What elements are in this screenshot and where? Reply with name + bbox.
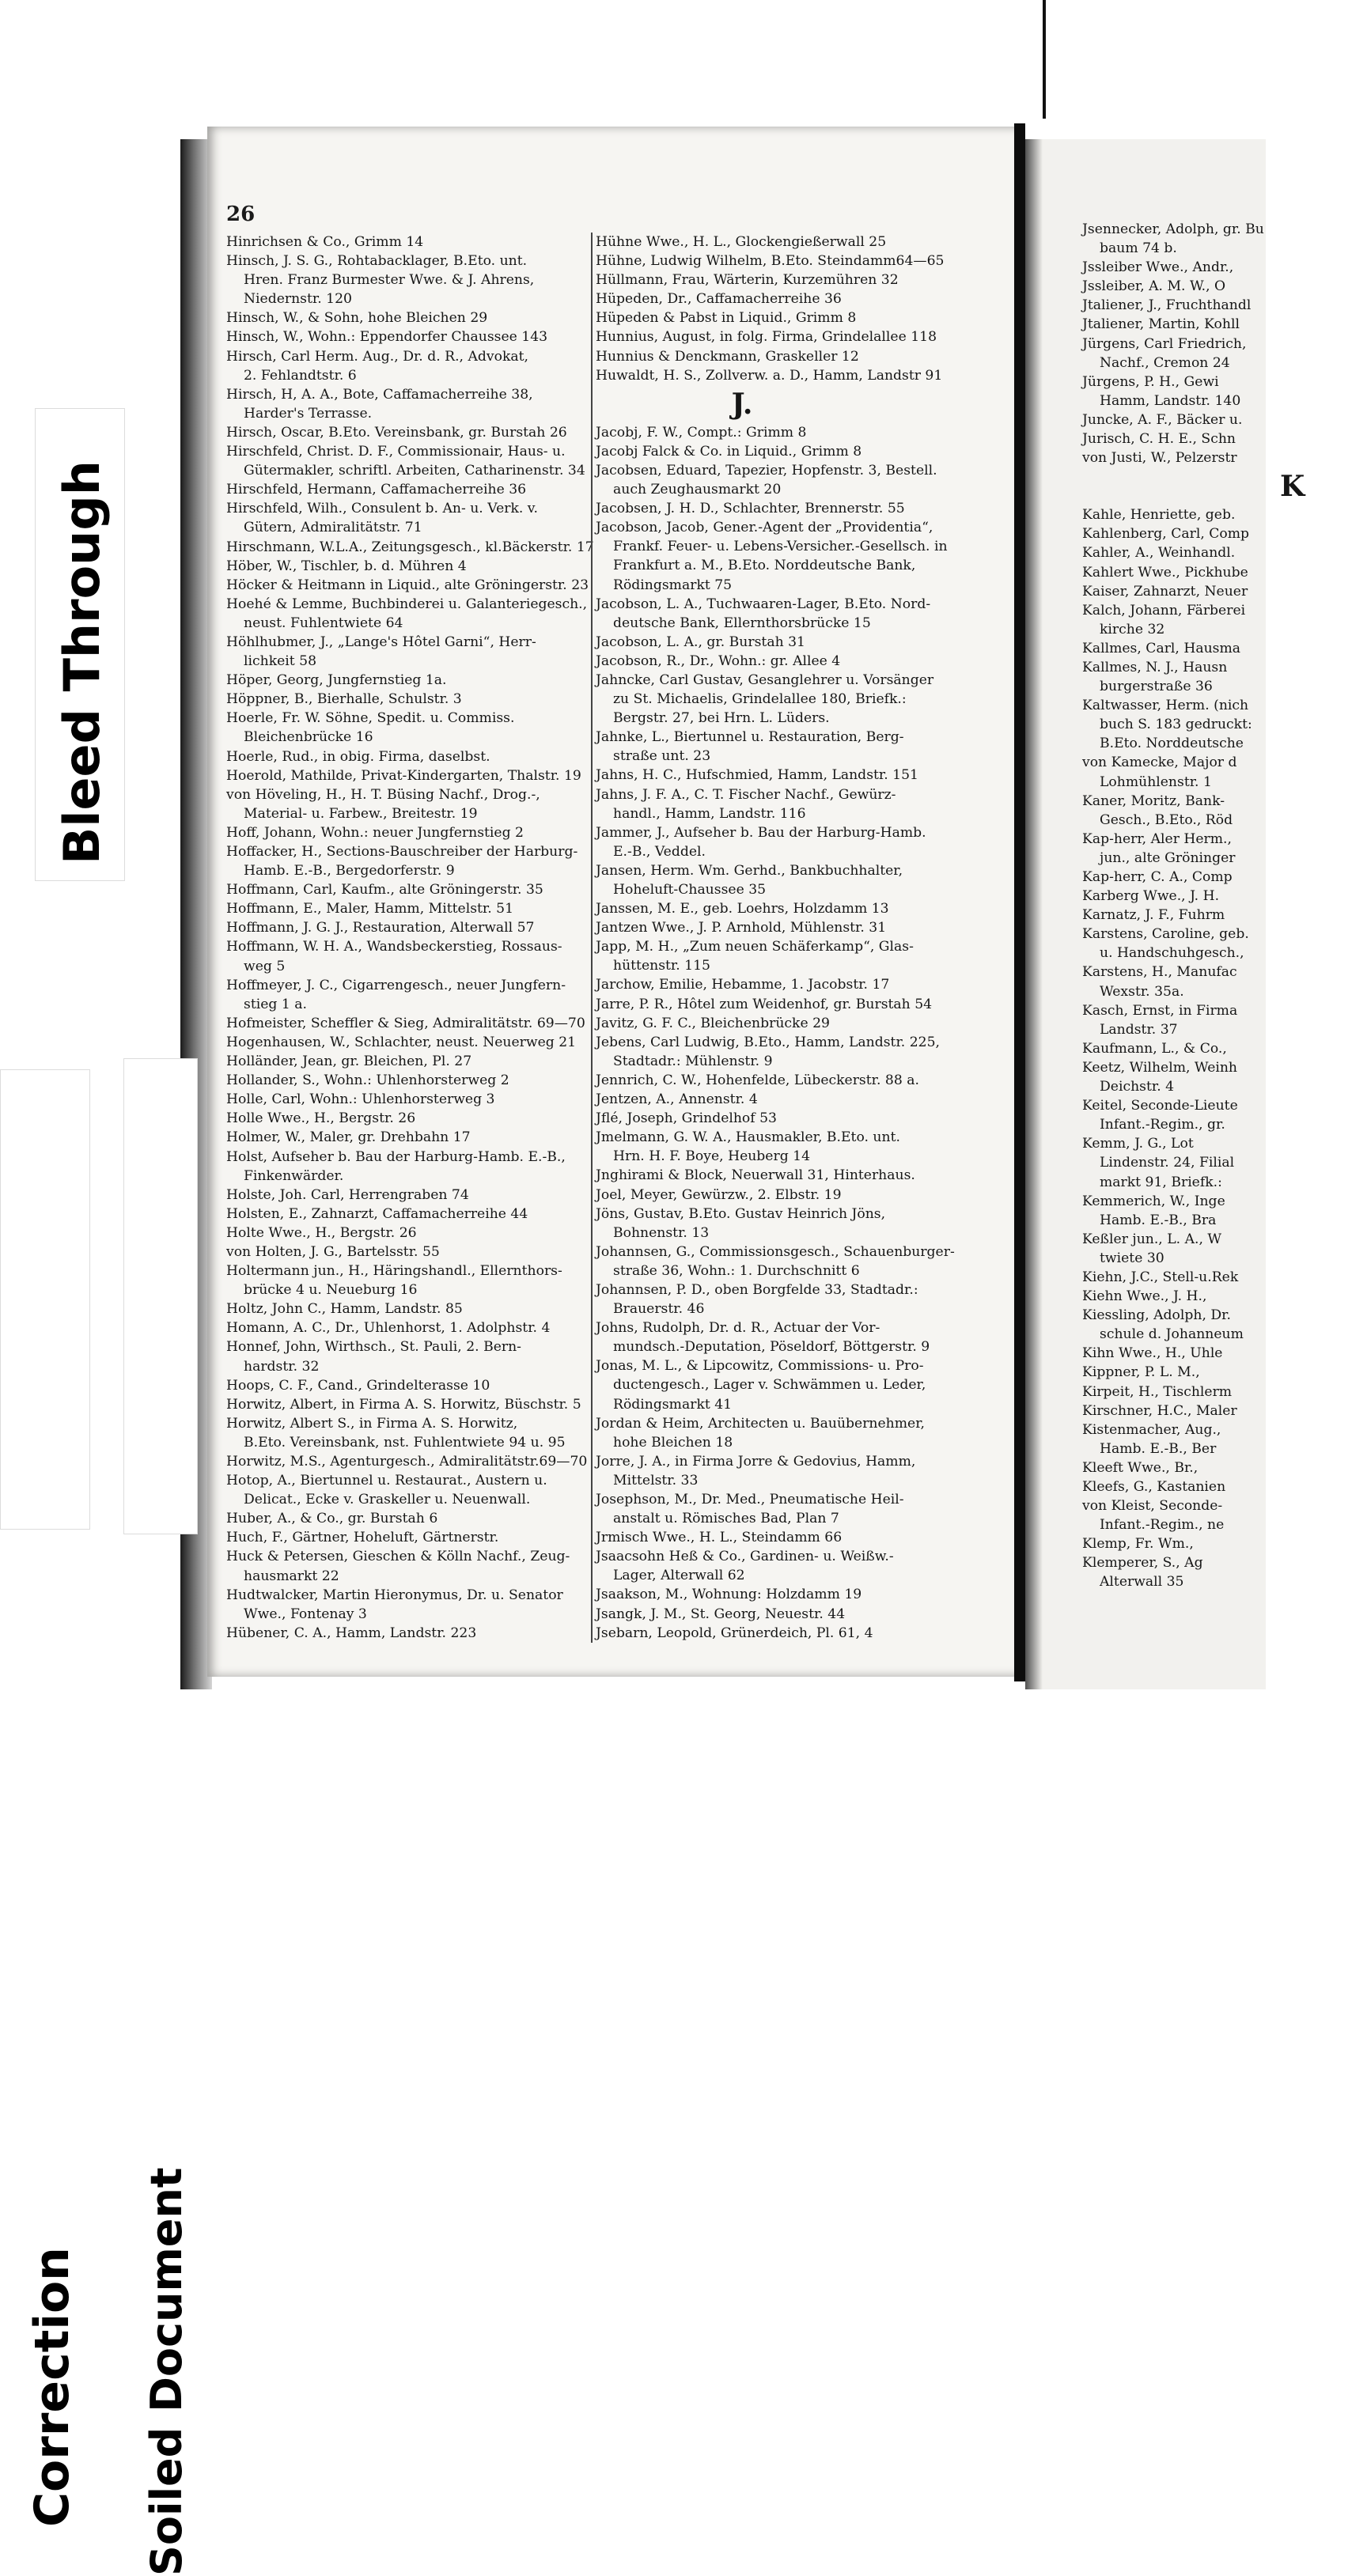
directory-entry: Johns, Rudolph, Dr. d. R., Actuar der Vor- <box>596 1320 880 1337</box>
directory-entry: Kippner, P. L. M., <box>1082 1364 1200 1381</box>
directory-entry-continuation: Infant.-Regim., ne <box>1100 1517 1225 1534</box>
book-gutter <box>1014 123 1025 1681</box>
directory-entry-continuation: Nachf., Cremon 24 <box>1100 354 1230 371</box>
directory-entry: Karstens, Caroline, geb. <box>1082 926 1249 943</box>
directory-entry-continuation: straße 36, Wohn.: 1. Durchschnitt 6 <box>613 1262 860 1279</box>
directory-entry: von Kamecke, Major d <box>1082 755 1237 771</box>
directory-entry: Kaltwasser, Herm. (nich <box>1082 698 1249 714</box>
directory-entry: Hühne, Ludwig Wilhelm, B.Eto. Steindamm64—65 <box>596 253 945 270</box>
directory-entry: Jorre, J. A., in Firma Jorre & Gedovius, Hamm, <box>596 1453 916 1470</box>
page-number: 26 <box>226 202 256 226</box>
directory-entry: Homann, A. C., Dr., Uhlenhorst, 1. Adolphstr. 4 <box>226 1320 551 1337</box>
directory-entry: Hoffmann, W. H. A., Wandsbeckerstieg, Rossaus- <box>226 939 562 955</box>
directory-entry: Hüllmann, Frau, Wärterin, Kurzemühren 32 <box>596 272 899 289</box>
directory-entry: Huwaldt, H. S., Zollverw. a. D., Hamm, Landstr 91 <box>596 367 943 384</box>
directory-entry: Jacobson, Jacob, Gener.-Agent der „Providentia“, <box>596 520 933 536</box>
correction-label: Correction <box>25 2247 80 2527</box>
directory-entry: Hoffmann, J. G. J., Restauration, Alterwall 57 <box>226 920 535 936</box>
directory-entry: Hoerle, Fr. W. Söhne, Spedit. u. Commiss. <box>226 710 515 727</box>
directory-entry: Kahlert Wwe., Pickhube <box>1082 564 1248 581</box>
directory-entry: Jtaliener, Martin, Kohll <box>1082 316 1240 333</box>
directory-entry: Hinsch, W., Wohn.: Eppendorfer Chaussee 143 <box>226 329 548 346</box>
directory-entry: Jarre, P. R., Hôtel zum Weidenhof, gr. Burstah 54 <box>596 996 933 1012</box>
directory-column-3 <box>1082 220 1335 1592</box>
directory-entry-continuation: hüttenstr. 115 <box>613 958 710 974</box>
directory-entry-continuation: Wexstr. 35a. <box>1100 983 1184 1000</box>
directory-entry: Jonas, M. L., & Lipcowitz, Commissions- u. Pro- <box>596 1358 924 1375</box>
directory-entry-continuation: handl., Hamm, Landstr. 116 <box>613 805 806 822</box>
directory-entry: Hollander, S., Wohn.: Uhlenhorsterweg 2 <box>226 1072 509 1089</box>
directory-entry-continuation: Landstr. 37 <box>1100 1021 1178 1038</box>
directory-entry: Horwitz, Albert S., in Firma A. S. Horwitz, <box>226 1415 518 1432</box>
directory-entry: Karnatz, J. F., Fuhrm <box>1082 907 1225 924</box>
directory-entry: Honnef, John, Wirthsch., St. Pauli, 2. Bern- <box>226 1339 521 1356</box>
directory-entry: Hirschfeld, Christ. D. F., Commissionair, Haus- u. <box>226 444 566 460</box>
directory-entry: Janssen, M. E., geb. Loehrs, Holzdamm 13 <box>596 901 889 917</box>
directory-entry-continuation: Bleichenbrücke 16 <box>244 729 373 746</box>
directory-entry: Jssleiber, A. M. W., O <box>1082 278 1226 295</box>
directory-entry: Hirschfeld, Hermann, Caffamacherreihe 36 <box>226 482 527 498</box>
directory-entry: Jsebarn, Leopold, Grünerdeich, Pl. 61, 4 <box>596 1625 873 1641</box>
directory-entry: Kahle, Henriette, geb. <box>1082 507 1236 524</box>
directory-entry: Jnghirami & Block, Neuerwall 31, Hinterhaus. <box>596 1167 915 1184</box>
directory-entry-continuation: burgerstraße 36 <box>1100 679 1213 695</box>
directory-entry: Keetz, Wilhelm, Weinh <box>1082 1059 1238 1076</box>
directory-entry: Huch, F., Gärtner, Hoheluft, Gärtnerstr. <box>226 1530 499 1546</box>
directory-entry-continuation: deutsche Bank, Ellernthorsbrücke 15 <box>613 615 871 631</box>
directory-entry: Kiehn, J.C., Stell-u.Rek <box>1082 1269 1239 1285</box>
directory-entry-continuation: Hoheluft-Chaussee 35 <box>613 882 767 898</box>
directory-entry: Hogenhausen, W., Schlachter, neust. Neuerweg 21 <box>226 1034 577 1050</box>
directory-column-1 <box>226 233 594 1643</box>
directory-entry: Kihn Wwe., H., Uhle <box>1082 1345 1223 1362</box>
directory-entry: Hudtwalcker, Martin Hieronymus, Dr. u. Senator <box>226 1587 563 1603</box>
directory-entry: Jarchow, Emilie, Hebamme, 1. Jacobstr. 17 <box>596 977 890 993</box>
directory-entry-continuation: Gesch., B.Eto., Röd <box>1100 811 1233 828</box>
directory-entry: Johannsen, P. D., oben Borgfelde 33, Stadtadr.: <box>596 1281 918 1298</box>
directory-entry: Holle Wwe., H., Bergstr. 26 <box>226 1110 416 1127</box>
directory-entry: Hoerle, Rud., in obig. Firma, daselbst. <box>226 748 490 765</box>
directory-entry: Jtaliener, J., Fruchthandl <box>1082 297 1252 314</box>
directory-entry: Hotop, A., Biertunnel u. Restaurat., Austern u. <box>226 1473 547 1489</box>
directory-entry: Huck & Petersen, Gieschen & Kölln Nachf., Zeug- <box>226 1549 570 1565</box>
directory-entry-continuation: Frankf. Feuer- u. Lebens-Versicher.-Gesellsch. in <box>613 539 948 555</box>
directory-entry: Kirschner, H.C., Maler <box>1082 1402 1237 1419</box>
directory-entry: Hoff, Johann, Wohn.: neuer Jungfernstieg 2 <box>226 824 524 841</box>
directory-entry: Jurisch, C. H. E., Schn <box>1082 431 1236 448</box>
directory-entry-continuation: straße unt. 23 <box>613 748 711 765</box>
directory-entry: Juncke, A. F., Bäcker u. <box>1082 411 1243 428</box>
directory-entry: Jebens, Carl Ludwig, B.Eto., Hamm, Landstr. 225, <box>596 1034 940 1050</box>
directory-entry: Klemp, Fr. Wm., <box>1082 1536 1194 1553</box>
directory-entry: Karstens, H., Manufac <box>1082 964 1237 981</box>
directory-entry: Horwitz, M.S., Agenturgesch., Admiralitätstr.69—70 <box>226 1454 588 1470</box>
directory-entry: Hoffmann, Carl, Kaufm., alte Gröningerstr. 35 <box>226 882 543 898</box>
directory-entry-continuation: Deichstr. 4 <box>1100 1079 1175 1095</box>
directory-entry-continuation: auch Zeughausmarkt 20 <box>613 482 782 498</box>
directory-entry: Keßler jun., L. A., W <box>1082 1231 1222 1247</box>
directory-entry: Kaiser, Zahnarzt, Neuer <box>1082 583 1248 600</box>
directory-entry-continuation: buch S. 183 gedruckt: <box>1100 717 1252 733</box>
directory-entry: Jsaakson, M., Wohnung: Holzdamm 19 <box>596 1587 862 1603</box>
directory-entry: von Justi, W., Pelzerstr <box>1082 450 1237 467</box>
directory-entry: Jsangk, J. M., St. Georg, Neuestr. 44 <box>596 1606 846 1622</box>
directory-entry: Hinrichsen & Co., Grimm 14 <box>226 234 424 250</box>
directory-entry: Hunnius & Denckmann, Graskeller 12 <box>596 348 859 365</box>
directory-entry: Horwitz, Albert, in Firma A. S. Horwitz, Büschstr. 5 <box>226 1396 581 1413</box>
directory-entry: Kemm, J. G., Lot <box>1082 1136 1194 1152</box>
directory-entry: Kallmes, Carl, Hausma <box>1082 640 1241 656</box>
directory-entry-continuation: zu St. Michaelis, Grindelallee 180, Briefk.: <box>613 691 907 708</box>
directory-entry: Kleeft Wwe., Br., <box>1082 1459 1198 1476</box>
directory-entry-continuation: baum 74 b. <box>1100 240 1177 257</box>
directory-entry: Jahns, J. F. A., C. T. Fischer Nachf., Gewürz- <box>596 786 896 803</box>
directory-entry: Japp, M. H., „Zum neuen Schäferkamp“, Glas- <box>596 939 914 955</box>
directory-entry: Hüpeden & Pabst in Liquid., Grimm 8 <box>596 310 857 327</box>
directory-entry-continuation: Lindenstr. 24, Filial <box>1100 1155 1235 1171</box>
directory-entry: Jacobj Falck & Co. in Liquid., Grimm 8 <box>596 443 862 460</box>
directory-entry: Holländer, Jean, gr. Bleichen, Pl. 27 <box>226 1053 472 1070</box>
directory-entry: Kaufmann, L., & Co., <box>1082 1040 1227 1057</box>
directory-entry: Holte Wwe., H., Bergstr. 26 <box>226 1224 417 1241</box>
directory-entry: Johannsen, G., Commissionsgesch., Schauenburger- <box>596 1243 955 1260</box>
directory-entry: Jsaacsohn Heß & Co., Gardinen- u. Weißw.- <box>596 1549 894 1565</box>
directory-entry: Jordan & Heim, Architecten u. Bauübernehmer, <box>596 1415 925 1432</box>
directory-entry-continuation: Gütern, Admiralitätstr. 71 <box>244 520 422 536</box>
directory-entry: Jentzen, A., Annenstr. 4 <box>596 1091 758 1108</box>
directory-entry: Hüpeden, Dr., Caffamacherreihe 36 <box>596 291 842 308</box>
directory-entry-continuation: Bohnenstr. 13 <box>613 1224 710 1241</box>
directory-entry: Hoehé & Lemme, Buchbinderei u. Galanteriegesch., <box>226 596 588 612</box>
directory-entry: von Holten, J. G., Bartelsstr. 55 <box>226 1243 440 1260</box>
directory-entry: Jacobj, F. W., Compt.: Grimm 8 <box>596 424 807 441</box>
directory-entry-continuation: Frankfurt a. M., B.Eto. Norddeutsche Bank, <box>613 558 916 574</box>
correction-card <box>0 1069 90 2527</box>
directory-entry: Klemperer, S., Ag <box>1082 1555 1203 1572</box>
directory-entry: Hirsch, Carl Herm. Aug., Dr. d. R., Advokat, <box>226 348 528 365</box>
directory-entry: Kiessling, Adolph, Dr. <box>1082 1307 1231 1324</box>
directory-entry-continuation: mundsch.-Deputation, Pöseldorf, Böttgerstr. 9 <box>613 1339 930 1356</box>
directory-entry: Hühne Wwe., H. L., Glockengießerwall 25 <box>596 234 887 250</box>
directory-entry-continuation: anstalt u. Römisches Bad, Plan 7 <box>613 1511 839 1527</box>
directory-entry: Höcker & Heitmann in Liquid., alte Gröningerstr. 23 <box>226 577 589 593</box>
directory-entry-continuation: weg 5 <box>244 958 286 974</box>
directory-entry: Hirsch, H, A. A., Bote, Caffamacherreihe 38, <box>226 386 533 403</box>
directory-entry-continuation: B.Eto. Vereinsbank, nst. Fuhlentwiete 94 u. 95 <box>244 1434 566 1451</box>
directory-entry: Höppner, B., Bierhalle, Schulstr. 3 <box>226 691 462 708</box>
directory-entry: Holmer, W., Maler, gr. Drehbahn 17 <box>226 1129 471 1146</box>
directory-entry: Kallmes, N. J., Hausn <box>1082 659 1228 675</box>
directory-entry: Huber, A., & Co., gr. Burstah 6 <box>226 1511 438 1527</box>
directory-entry-continuation: brücke 4 u. Neueburg 16 <box>244 1282 418 1299</box>
section-letter: K <box>1280 470 1305 504</box>
directory-entry: Josephson, M., Dr. Med., Pneumatische Heil- <box>596 1492 904 1507</box>
soiled-document-card <box>123 1058 198 2576</box>
directory-entry-continuation: Alterwall 35 <box>1100 1574 1184 1591</box>
directory-entry: Hübener, C. A., Hamm, Landstr. 223 <box>226 1625 477 1641</box>
directory-entry-continuation: B.Eto. Norddeutsche <box>1100 736 1244 752</box>
directory-entry: Holst, Aufseher b. Bau der Harburg-Hamb. E.-B., <box>226 1148 566 1165</box>
directory-entry: Kalch, Johann, Färberei <box>1082 602 1246 618</box>
directory-entry-continuation: ductengesch., Lager v. Schwämmen u. Leder, <box>613 1377 926 1394</box>
directory-entry: Keitel, Seconde-Lieute <box>1082 1098 1238 1114</box>
directory-entry: Hoffmeyer, J. C., Cigarrengesch., neuer Jungfern- <box>226 977 566 993</box>
directory-entry-continuation: 2. Fehlandtstr. 6 <box>244 367 357 384</box>
directory-entry-continuation: lichkeit 58 <box>244 653 317 670</box>
directory-entry-continuation: Hrn. H. F. Boye, Heuberg 14 <box>613 1148 811 1165</box>
directory-entry: Hirschmann, W.L.A., Zeitungsgesch., kl.Bäckerstr. 17 <box>226 539 594 555</box>
directory-column-2 <box>591 233 975 1643</box>
directory-entry: Kistenmacher, Aug., <box>1082 1421 1221 1438</box>
bleed-through-card <box>35 408 125 881</box>
directory-entry: von Kleist, Seconde- <box>1082 1498 1223 1515</box>
directory-entry-continuation: hohe Bleichen 18 <box>613 1434 733 1451</box>
directory-entry: Kahlenberg, Carl, Comp <box>1082 526 1250 543</box>
directory-entry-continuation: Hamm, Landstr. 140 <box>1100 392 1241 409</box>
facing-page-shadow <box>1025 139 1043 1689</box>
directory-entry: Jrmisch Wwe., H. L., Steindamm 66 <box>596 1530 843 1546</box>
directory-entry-continuation: Niedernstr. 120 <box>244 291 352 308</box>
directory-entry-continuation: Rödingsmarkt 75 <box>613 577 733 593</box>
directory-entry: Jssleiber Wwe., Andr., <box>1082 259 1234 276</box>
directory-entry-continuation: Finkenwärder. <box>244 1167 344 1184</box>
directory-entry: Holste, Joh. Carl, Herrengraben 74 <box>226 1186 469 1203</box>
directory-entry: Holsten, E., Zahnarzt, Caffamacherreihe 44 <box>226 1205 528 1222</box>
directory-entry-continuation: Hamb. E.-B., Bergedorferstr. 9 <box>244 863 455 879</box>
directory-entry: Jantzen Wwe., J. P. Arnhold, Mühlenstr. 31 <box>596 920 887 936</box>
directory-entry: von Höveling, H., H. T. Büsing Nachf., Drog.-, <box>226 786 540 803</box>
directory-entry: Jammer, J., Aufseher b. Bau der Harburg-Hamb. <box>596 824 926 841</box>
directory-entry: Jennrich, C. W., Hohenfelde, Lübeckerstr. 88 a. <box>596 1072 919 1088</box>
directory-entry-continuation: hardstr. 32 <box>244 1358 320 1375</box>
page-edge-mark <box>1043 0 1046 119</box>
directory-entry-continuation: kirche 32 <box>1100 621 1165 637</box>
directory-entry: Jahns, H. C., Hufschmied, Hamm, Landstr. 151 <box>596 767 918 784</box>
directory-entry-continuation: markt 91, Briefk.: <box>1100 1174 1222 1190</box>
directory-entry: Jacobsen, J. H. D., Schlachter, Brennerstr. 55 <box>596 501 905 517</box>
directory-entry-continuation: Hamb. E.-B., Ber <box>1100 1440 1217 1457</box>
directory-entry: Jacobson, L. A., gr. Burstah 31 <box>596 634 805 650</box>
directory-entry: Jacobsen, Eduard, Tapezier, Hopfenstr. 3, Bestell. <box>596 462 937 479</box>
directory-entry: Jacobson, L. A., Tuchwaaren-Lager, B.Eto. Nord- <box>596 596 931 612</box>
directory-entry: Kap-herr, Aler Herm., <box>1082 830 1232 847</box>
directory-entry: Kasch, Ernst, in Firma <box>1082 1002 1238 1019</box>
soiled-document-label: Soiled Document <box>142 2167 191 2576</box>
directory-entry: Jmelmann, G. W. A., Hausmakler, B.Eto. unt. <box>596 1129 900 1146</box>
directory-entry: Jahnke, L., Biertunnel u. Restauration, Berg- <box>596 729 904 746</box>
section-letter: J. <box>731 387 753 421</box>
directory-entry: Kemmerich, W., Inge <box>1082 1193 1225 1209</box>
directory-entry-continuation: Delicat., Ecke v. Graskeller u. Neuenwall. <box>244 1492 531 1508</box>
directory-entry: Hoffacker, H., Sections-Bauschreiber der Harburg- <box>226 844 578 860</box>
directory-entry-continuation: hausmarkt 22 <box>244 1568 339 1584</box>
directory-entry-continuation: u. Handschuhgesch., <box>1100 945 1244 962</box>
directory-entry: Hoops, C. F., Cand., Grindelterasse 10 <box>226 1377 490 1394</box>
directory-entry-continuation: Stadtadr.: Mühlenstr. 9 <box>613 1053 773 1069</box>
directory-entry: Joel, Meyer, Gewürzw., 2. Elbstr. 19 <box>596 1186 842 1203</box>
directory-entry: Hoffmann, E., Maler, Hamm, Mittelstr. 51 <box>226 901 514 917</box>
directory-entry: Hunnius, August, in folg. Firma, Grindelallee 118 <box>596 329 937 346</box>
directory-entry: Hirsch, Oscar, B.Eto. Vereinsbank, gr. Burstah 26 <box>226 424 567 441</box>
directory-entry-continuation: Rödingsmarkt 41 <box>613 1396 733 1413</box>
directory-entry: Kiehn Wwe., J. H., <box>1082 1288 1207 1305</box>
directory-entry: Hinsch, W., & Sohn, hohe Bleichen 29 <box>226 310 488 327</box>
directory-entry-continuation: Lager, Alterwall 62 <box>613 1568 745 1584</box>
directory-entry-continuation: Material- u. Farbew., Breitestr. 19 <box>244 805 478 822</box>
directory-entry: Hirschfeld, Wilh., Consulent b. An- u. Verk. v. <box>226 501 538 517</box>
directory-entry-continuation: twiete 30 <box>1100 1250 1164 1266</box>
directory-entry-continuation: Hren. Franz Burmester Wwe. & J. Ahrens, <box>244 272 535 289</box>
directory-entry-continuation: Hamb. E.-B., Bra <box>1100 1212 1217 1228</box>
directory-entry: Jürgens, P. H., Gewi <box>1082 373 1219 390</box>
directory-entry-continuation: Wwe., Fontenay 3 <box>244 1606 367 1622</box>
directory-entry: Hofmeister, Scheffler & Sieg, Admiralitätstr. 69—70 <box>226 1015 585 1031</box>
directory-entry: Kap-herr, C. A., Comp <box>1082 869 1233 885</box>
directory-entry-continuation: stieg 1 a. <box>244 996 307 1012</box>
directory-entry: Jahncke, Carl Gustav, Gesanglehrer u. Vorsänger <box>596 671 934 688</box>
directory-entry: Hinsch, J. S. G., Rohtabacklager, B.Eto. unt. <box>226 253 528 270</box>
directory-entry: Jansen, Herm. Wm. Gerhd., Bankbuchhalter, <box>596 862 903 879</box>
directory-entry: Jöns, Gustav, B.Eto. Gustav Heinrich Jöns, <box>596 1205 886 1222</box>
directory-entry: Höhlhubmer, J., „Lange's Hôtel Garni“, Herr- <box>226 634 536 650</box>
directory-entry-continuation: Harder's Terrasse. <box>244 405 373 422</box>
directory-entry-continuation: Gütermakler, schriftl. Arbeiten, Catharinenstr. 34 <box>244 463 585 479</box>
directory-entry-continuation: Lohmühlenstr. 1 <box>1100 774 1212 790</box>
directory-entry-continuation: Infant.-Regim., gr. <box>1100 1117 1225 1133</box>
directory-entry: Holtz, John C., Hamm, Landstr. 85 <box>226 1301 463 1318</box>
directory-entry-continuation: neust. Fuhlentwiete 64 <box>244 615 403 631</box>
directory-entry-continuation: E.-B., Veddel. <box>613 843 706 860</box>
directory-entry: Jürgens, Carl Friedrich, <box>1082 335 1247 352</box>
directory-entry: Jacobson, R., Dr., Wohn.: gr. Allee 4 <box>596 653 841 669</box>
directory-entry-continuation: Mittelstr. 33 <box>613 1472 699 1488</box>
directory-entry: Kleefs, G., Kastanien <box>1082 1479 1226 1495</box>
directory-entry: Jsennecker, Adolph, gr. Bu <box>1082 221 1264 237</box>
bleed-through-label: Bleed Through <box>53 460 111 864</box>
directory-entry: Holle, Carl, Wohn.: Uhlenhorsterweg 3 <box>226 1091 495 1108</box>
directory-entry-continuation: jun., alte Gröninger <box>1100 849 1236 866</box>
directory-entry-continuation: Bergstr. 27, bei Hrn. L. Lüders. <box>613 710 830 727</box>
directory-entry: Höber, W., Tischler, b. d. Mühren 4 <box>226 558 467 574</box>
directory-entry-continuation: schule d. Johanneum <box>1100 1326 1244 1343</box>
directory-entry: Kaner, Moritz, Bank- <box>1082 792 1225 809</box>
directory-entry: Hoerold, Mathilde, Privat-Kindergarten, Thalstr. 19 <box>226 767 581 784</box>
directory-entry: Kirpeit, H., Tischlerm <box>1082 1383 1233 1400</box>
directory-entry: Höper, Georg, Jungfernstieg 1a. <box>226 672 447 689</box>
directory-entry: Jflé, Joseph, Grindelhof 53 <box>596 1110 777 1127</box>
directory-entry: Karberg Wwe., J. H. <box>1082 888 1220 905</box>
directory-entry: Holtermann jun., H., Häringshandl., Ellernthors- <box>226 1263 562 1280</box>
directory-entry-continuation: Brauerstr. 46 <box>613 1301 705 1318</box>
directory-entry: Kahler, A., Weinhandl. <box>1082 545 1236 562</box>
directory-entry: Javitz, G. F. C., Bleichenbrücke 29 <box>596 1015 830 1031</box>
